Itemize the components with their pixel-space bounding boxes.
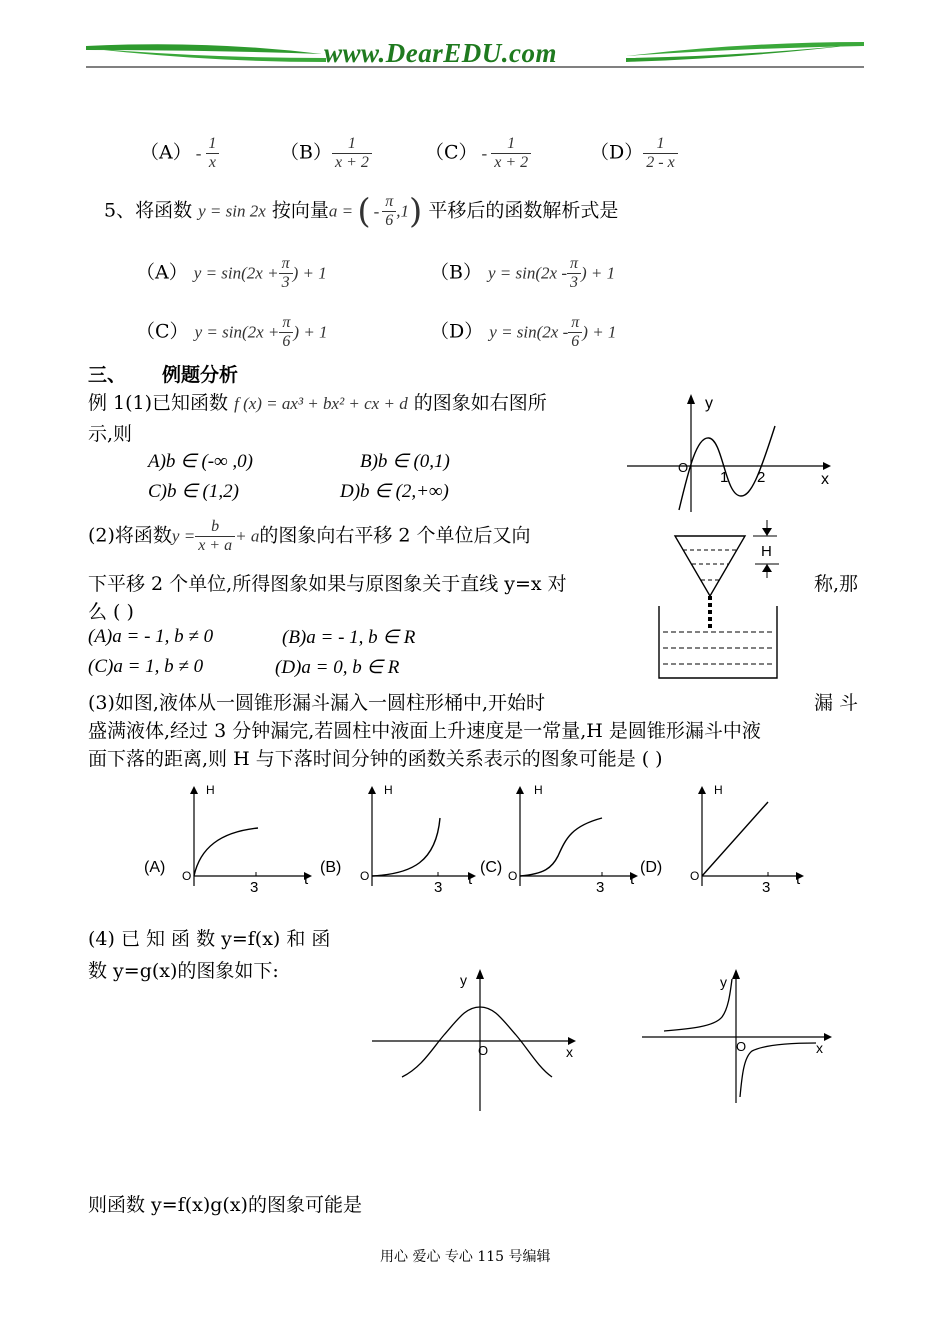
- ex1-graph-x-label: x: [821, 471, 829, 488]
- ex4-f-y-label: y: [460, 972, 467, 988]
- graph-tick-3: 3: [762, 879, 771, 896]
- ex4-g-y-label: y: [720, 974, 727, 990]
- ex3-line3: 面下落的距离,则 H 与下落时间分钟的函数关系表示的图象可能是 ( ): [88, 748, 663, 770]
- fraction: $\frac{\pi}{3}$: [567, 255, 581, 292]
- fraction: $\frac{\pi}{6}$: [568, 314, 582, 351]
- vector-bracket: (: [357, 191, 371, 232]
- fraction: $\frac{1}{x + 2}$: [332, 135, 372, 172]
- graph-h-label: H: [384, 783, 393, 797]
- ex4-f-origin: O: [478, 1043, 489, 1058]
- q4-option-b: （B） $\frac{1}{x + 2}$: [280, 135, 372, 172]
- q5-option-d: （D） y = sin(2x - $\frac{\pi}{6}$ ) + 1: [430, 314, 617, 350]
- ex4-graph-f: [368, 965, 588, 1115]
- ex1-graph-y-label: y: [705, 395, 713, 412]
- ex2-option-d: (D)a = 0, b ∈ R: [275, 657, 400, 678]
- graph-t-label: t: [796, 871, 801, 888]
- page-footer: 用心 爱心 专心 115 号编辑: [380, 1249, 551, 1265]
- graph-tick-3: 3: [434, 879, 443, 896]
- graph-option-label: (A): [144, 859, 166, 876]
- funnel-bucket-diagram: [655, 518, 785, 684]
- graph-option-label: (D): [640, 859, 663, 876]
- ex4-line1: (4) 已 知 函 数 y=f(x) 和 函: [88, 928, 331, 950]
- graph-origin: O: [690, 869, 700, 883]
- graph-h-label: H: [714, 783, 723, 797]
- fraction: $\frac{1}{x + 2}$: [491, 135, 531, 172]
- ex2-line3: 么 ( ): [88, 601, 134, 623]
- ex2-stem: (2)将函数y = $\frac{b}{x + a}$ + a的图象向右平移 2 个单位后又向: [88, 518, 531, 554]
- ex2-line2-tail: 称,那: [814, 573, 859, 595]
- ex1-stem: 例 1(1)已知函数 f (x) = ax³ + bx² + cx + d 的图象如右图所: [88, 392, 547, 414]
- graph-t-label: t: [468, 871, 473, 888]
- graph-option-label: (C): [480, 859, 503, 876]
- ex3-graph-a: [140, 780, 320, 900]
- ex1-option-c: C)b ∈ (1,2): [148, 481, 239, 502]
- header-banner: [86, 36, 864, 72]
- graph-t-label: t: [304, 871, 309, 888]
- q5-option-a: （A） y = sin(2x + $\frac{\pi}{3}$ ) + 1: [136, 255, 327, 291]
- ex2-option-c: (C)a = 1, b ≠ 0: [88, 656, 204, 677]
- ex4-conclusion: 则函数 y=f(x)g(x)的图象可能是: [88, 1194, 362, 1216]
- ex3-graph-d: [640, 780, 810, 900]
- ex1-graph-origin: O: [678, 460, 689, 475]
- header-logo-text: www.DearEDU.com: [324, 38, 558, 68]
- q5-option-b: （B） y = sin(2x - $\frac{\pi}{3}$ ) + 1: [430, 255, 616, 291]
- graph-origin: O: [182, 869, 192, 883]
- ex4-f-x-label: x: [566, 1044, 573, 1060]
- ex4-graph-g: [638, 965, 838, 1105]
- fraction: $\frac{1}{2 - x}$: [643, 135, 677, 172]
- ex3-line1: (3)如图,液体从一圆锥形漏斗漏入一圆柱形桶中,开始时: [88, 692, 545, 714]
- graph-h-label: H: [534, 783, 543, 797]
- q4-option-a: （A） - $\frac{1}{x}$: [140, 135, 219, 172]
- fraction: $\frac{1}{x}$: [205, 135, 219, 172]
- ex2-option-a: (A)a = - 1, b ≠ 0: [88, 626, 214, 647]
- q4-option-d: （D） $\frac{1}{2 - x}$: [590, 135, 678, 172]
- ex1-option-a: A)b ∈ (-∞ ,0): [148, 451, 254, 472]
- ex4-line2: 数 y=g(x)的图象如下:: [88, 960, 279, 982]
- fraction: $\frac{b}{x + a}$: [195, 518, 235, 555]
- ex1-stem-line2: 示,则: [88, 423, 133, 445]
- fraction: $\frac{\pi}{6}$: [279, 314, 293, 351]
- ex3-line2: 盛满液体,经过 3 分钟漏完,若圆柱中液面上升速度是一常量,H 是圆锥形漏斗中液: [88, 720, 761, 742]
- graph-option-label: (B): [320, 859, 342, 876]
- q4-option-c: （C） - $\frac{1}{x + 2}$: [425, 135, 531, 172]
- ex1-option-b: B)b ∈ (0,1): [360, 451, 450, 472]
- graph-t-label: t: [630, 871, 635, 888]
- ex1-graph-tick-2: 2: [757, 469, 766, 486]
- ex1-graph-tick-1: 1: [720, 469, 729, 486]
- graph-tick-3: 3: [250, 879, 259, 896]
- funnel-h-label: H: [761, 543, 772, 560]
- ex1-cubic-graph: [625, 388, 845, 518]
- section-heading: 三、 例题分析: [88, 364, 239, 386]
- graph-h-label: H: [206, 783, 215, 797]
- ex3-line1-tail: 漏 斗: [814, 692, 859, 714]
- q5-option-c: （C） y = sin(2x + $\frac{\pi}{6}$ ) + 1: [136, 314, 328, 350]
- graph-tick-3: 3: [596, 879, 605, 896]
- ex2-option-b: (B)a = - 1, b ∈ R: [282, 627, 416, 648]
- ex3-graph-c: [480, 780, 645, 900]
- fraction: $\frac{\pi}{6}$: [382, 193, 396, 230]
- ex1-option-d: D)b ∈ (2,+∞): [340, 481, 449, 502]
- ex3-graph-b: [318, 780, 483, 900]
- ex4-g-x-label: x: [816, 1040, 823, 1056]
- graph-origin: O: [360, 869, 370, 883]
- ex4-g-origin: O: [736, 1039, 747, 1054]
- q5-stem: 5、将函数 y = sin 2x 按向量a = ( - $\frac{\pi}{6}$ ,1) 平移后的函数解析式是: [104, 191, 619, 232]
- ex2-line2: 下平移 2 个单位,所得图象如果与原图象关于直线 y=x 对: [88, 573, 567, 595]
- graph-origin: O: [508, 869, 518, 883]
- fraction: $\frac{\pi}{3}$: [279, 255, 293, 292]
